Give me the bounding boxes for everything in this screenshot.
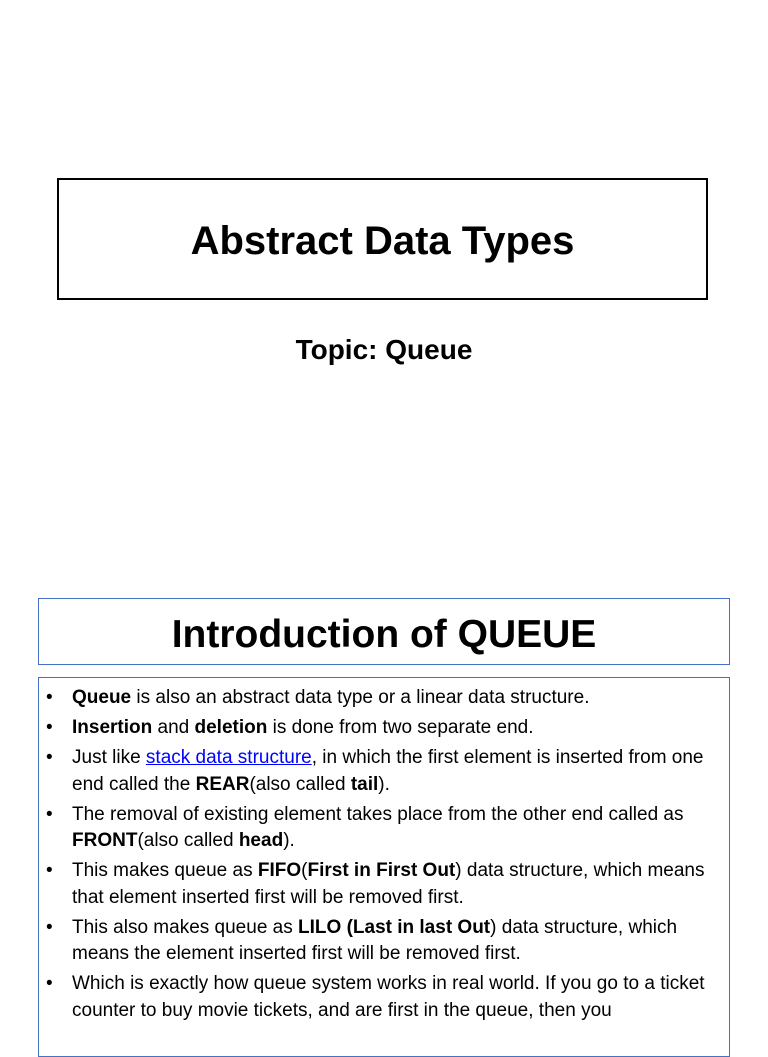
bullet-text: , in which the first element is inserted from one end called the [72, 747, 704, 795]
bullet-text: is done from two separate end. [267, 717, 534, 738]
bullet-icon: • [46, 717, 53, 738]
bullet-text: (also called [249, 773, 351, 795]
bullet-text: is also an abstract data type or a linear data structure. [131, 687, 590, 708]
bullet-text: and [152, 717, 195, 738]
bullet-text: Which is exactly how queue system works in real world. If you go to a ticket counter to buy movie tickets, and are first in the queue, then you [72, 973, 705, 1021]
bullet-icon: • [46, 973, 53, 994]
bullet-text: This also makes queue as [72, 916, 299, 938]
bullet-text: ). [378, 773, 390, 795]
bold-term: REAR [195, 773, 250, 795]
bullet-item [39, 858, 717, 911]
bold-term: deletion [194, 717, 268, 738]
bold-term: tail [350, 773, 379, 795]
bullet-text: ) data structure, which means that element inserted first will be removed first. [72, 860, 705, 908]
bullet-item [39, 715, 717, 742]
bullet-text: This makes queue as [72, 860, 258, 881]
section-title: Introduction of QUEUE [171, 612, 597, 656]
bullet-text: Just like [72, 747, 146, 768]
bold-term: LILO (Last in last Out [298, 916, 491, 938]
bullet-item [39, 915, 717, 968]
slide-title-box [57, 178, 708, 300]
bullet-item [39, 971, 717, 1024]
bullet-text: ). [283, 830, 295, 851]
bullet-text: (also called [137, 830, 239, 851]
stack-data-structure-link[interactable]: stack data structure [145, 747, 312, 768]
bullet-text: ( [301, 860, 308, 881]
bullet-text: The removal of existing element takes place from the other end called as [72, 803, 684, 825]
bullet-icon: • [46, 916, 53, 938]
bullet-icon: • [46, 803, 53, 825]
bullet-item [39, 685, 717, 712]
bullet-icon: • [46, 747, 53, 768]
bold-term: First in First Out [307, 860, 456, 881]
slide-subtitle: Topic: Queue [295, 334, 473, 365]
section-title-box [38, 598, 730, 665]
bold-term: Queue [72, 687, 132, 708]
bold-term: FIFO [257, 860, 302, 881]
bullet-list-box [38, 677, 730, 1057]
bullet-icon: • [46, 860, 53, 881]
bullet-icon: • [46, 687, 53, 708]
bold-term: FRONT [72, 830, 138, 851]
bullet-text: ) data structure, which means the element inserted first will be removed first. [72, 916, 678, 964]
slide-title: Abstract Data Types [190, 218, 575, 263]
bold-term: Insertion [72, 717, 153, 738]
bold-term: head [238, 830, 284, 851]
bullet-item [39, 745, 717, 798]
bullet-item [39, 802, 717, 855]
bullet-list [39, 685, 717, 1024]
